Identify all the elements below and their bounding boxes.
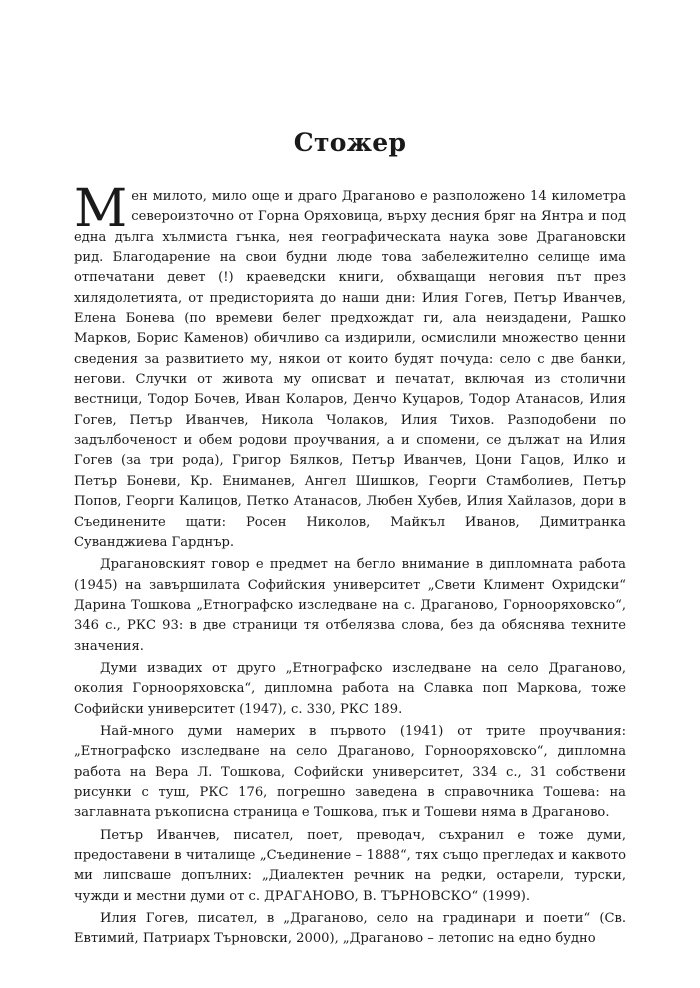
paragraph-5: Петър Иванчев, писател, поет, преводач, съхранил е тоже думи, предоставени в читалище „Съединение – 1888“, тях също прегледах и каквото ми липсваше допълних: „Диалектен речник на редки, остарели, турски, чужди и местни думи от с. ДРАГАНОВО, В. ТЪРНОВСКО“ (1999). xyxy=(74,827,626,904)
paragraph-1 xyxy=(74,179,626,553)
paragraph-3: Думи извадих от друго „Етнографско изследване на село Драганово, околия Горнооряховска“, дипломна работа на Славка поп Маркова, тоже Софийски университет (1947), с. 330, РКС 189. xyxy=(74,660,626,717)
paragraph-2: Драгановският говор е предмет на бегло внимание в дипломната работа (1945) на завършилата Софийския университет „Свети Климент Охридски“ Дарина Тошкова „Етнографско изследване на с. Драганово, Горнооряховско“, 346 с., РКС 93: в две страници тя отбелязва слова, без да обяснява техните значения. xyxy=(74,557,626,654)
chapter-title: Стожер xyxy=(293,128,407,157)
paragraph-1-text: ен милото, мило още и драго Драганово е разположено 14 километра североизточно от Горна Оряховица, върху десния бряг на Янтра и под една дълга хълмиста гънка, нея географическата наука зове Драгановски рид. Благодарение на свои будни люде това забележително селище има отпечатани девет (!) краеведски книги, обхващащи неговия път през хилядолетията, от предисторията до наши дни: Илия Гогев, Петър Иванчев, Елена Бонева (по времеви белег предхождат ги, ала неиздадени, Рашко Марков, Борис Каменов) обичливо са издирили, осмислили множество ценни сведения за развитието му, някои от които будят почуда: село с две банки, негови. Случки от живота му описват и печатат, включая из столични вестници, Тодор Бочев, Иван Коларов, Денчо Куцаров, Тодор Атанасов, Илия Гогев, Петър Иванчев, Никола Чолаков, Илия Тихов. Разподобени по задълбоченост и обем родови проучвания, а и спомени, се дължат на Илия Гогев (за три рода), Григор Бялков, Петър Иванчев, Цони Гацов, Илко и Петър Боневи, Кр. Ениманев, Ангел Шишков, Георги Стамболиев, Петър Попов, Георги Калицов, Петко Атанасов, Любен Хубев, Илия Хайлазов, дори в Съединените щати: Росен Николов, Майкъл Иванов, Димитранка Суванджиева Гарднър. xyxy=(74,189,626,550)
drop-cap: М xyxy=(74,179,128,239)
chapter-body xyxy=(74,179,626,950)
paragraph-6: Илия Гогев, писател, в „Драганово, село на градинари и поети“ (Св. Евтимий, Патриарх Търновски, 2000), „Драганово – летопис на едно будно xyxy=(74,911,626,947)
paragraph-4: Най-много думи намерих в първото (1941) от трите проучвания: „Етнографско изследване на село Драганово, Горнооряховско“, дипломна работа на Вера Л. Тошкова, Софийски университет, 334 с., 31 собствени рисунки с туш, РКС 176, погрешно заведена в справочника Тошева: на заглавната ръкописна страница е Тошкова, пък и Тошеви няма в Драганово. xyxy=(74,723,626,821)
